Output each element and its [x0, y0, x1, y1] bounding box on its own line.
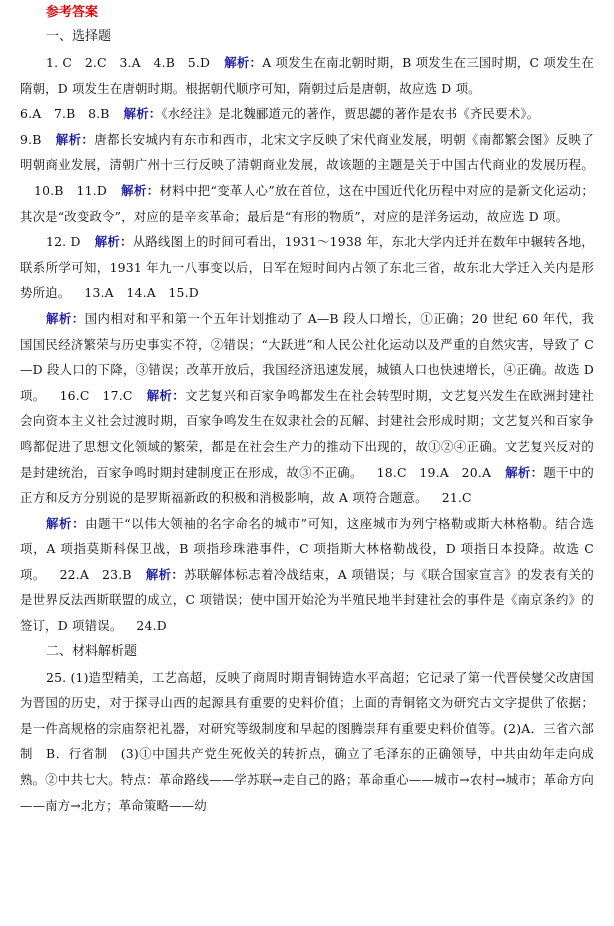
analysis-label: 解析：: [94, 234, 133, 250]
answer-9-11: 9.B 解析：唐都长安城内有东市和西市，北宋文字反映了宋代商业发展，明朝《南都繁会图》反映了明朝商业发展，清朝广州十三行反映了清朝商业发展，故该题的主题是关于中国古代商业的发展历程。10.B 11.D 解析：材料中把“变革人心”放在首位，这在中国近代化历程中对应的是新文化运动；其次是“改变政令”，对应的是辛亥革命；最后是“有形的物质”，对应的是洋务运动，故应选 D 项。: [20, 131, 594, 224]
answer-1-5: 1. C 2.C 3.A 4.B 5.D 解析：A 项发生在南北朝时期，B 项发生在三国时期，C 项发生在隋朝，D 项发生在唐朝时期。根据朝代顺序可知，隋朝过后是唐朝，故应选 D 项。: [20, 55, 594, 96]
section-choice-heading: 一、选择题: [46, 29, 112, 44]
answer-21-24: 解析：由题干“以伟大领袖的名字命名的城市”可知，这座城市为列宁格勒或斯大林格勒。结合选项，A 项指莫斯科保卫战，B 项指珍珠港事件，C 项指斯大林格勒战役，D 项指日本投降。故选 C 项。 22.A 23.B 解析：苏联解体标志着冷战结束，A 项错误；与《联合国家宣言》的发表有关的是世界反法西斯联盟的成立，C 项错误；使中国开始沦为半殖民地半封建社会的事件是《南京条约》的签订，D 项错误。 24.D: [20, 515, 595, 634]
answer-13-21: 解析：国内相对和平和第一个五年计划推动了 A—B 段人口增长，①正确；20 世纪 60 年代，我国国民经济繁荣与历史事实不符，②错误；“大跃进”和人民公社化运动以及严重的自然灾害，导致了 C—D 段人口的下降，③错误；改革开放后，我国经济迅速发展，城镇人口也快速增长，④正确。故选 D 项。 16.C 17.C 解析：文艺复兴和百家争鸣都发生在社会转型时期，文艺复兴发生在欧洲封建社会向资本主义社会过渡时期，百家争鸣发生在奴隶社会的瓦解、封建社会形成时期；文艺复兴和百家争鸣都促进了思想文化领域的繁荣，都是在社会生产力的推动下出现的，故①②④正确。文艺复兴反对的是封建统治，百家争鸣时期封建制度正在形成，故③不正确。 18.C 19.A 20.A 解析：题干中的正方和反方分别说的是罗斯福新政的积极和消极影响，故 A 项符合题意。 21.C: [20, 310, 595, 506]
analysis-label: 解析：: [46, 515, 86, 531]
answer-6-8: 6.A 7.B 8.B 解析：《水经注》是北魏郦道元的著作，贾思勰的著作是农书《齐民要术》。: [20, 106, 540, 122]
section-material-heading: 二、材料解析题: [46, 643, 138, 659]
analysis-label: 解析：: [121, 182, 160, 198]
answer-25: 25. (1)造型精美，工艺高超，反映了商周时期青铜铸造水平高超；它记录了第一代晋侯燮父改唐国为晋国的历史，对于探寻山西的起源具有重要的史料价值；上面的青铜铭文为研究古文字提供了依据；是一件高规格的宗庙祭祀礼器，对研究等级制度和早起的图腾崇拜有重要史料价值等。(2)A．三省六部制 B．行省制 (3)①中国共产党生死攸关的转折点，确立了毛泽东的正确领导，中共由幼年走向成熟。②中共七大。特点：革命路线——学苏联→走自己的路；革命重心——城市→农村→城市；革命方向——南方→北方；革命策略——幼: [20, 669, 594, 813]
analysis-label: 解析：: [55, 131, 95, 147]
answer-12-15: 12. D 解析：从路线图上的时间可看出，1931～1938 年，东北大学内迁并在数年中辗转各地，联系所学可知，1931 年九一八事变以后，日军在短时间内占领了东北三省，故东北大学迁入关内是形势所迫。 13.A 14.A 15.D: [20, 234, 594, 301]
analysis-label: 解析：: [46, 310, 85, 326]
analysis-label: 解析：: [224, 55, 263, 70]
analysis-label: 解析：: [505, 464, 544, 480]
answer-key-heading: 参考答案: [46, 5, 99, 20]
analysis-label: 解析：: [145, 566, 185, 582]
analysis-label: 解析：: [146, 387, 186, 403]
analysis-label: 解析：: [123, 106, 162, 122]
